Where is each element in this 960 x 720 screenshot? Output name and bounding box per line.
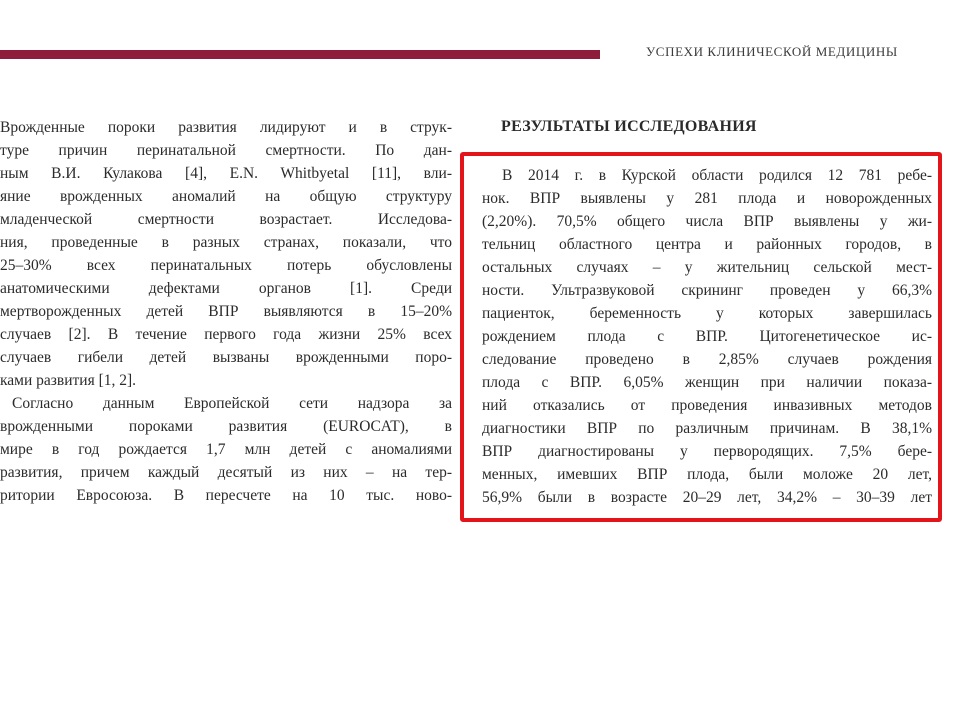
- results-line: (2,20%). 70,5% общего числа ВПР выявлены у жи-: [482, 213, 932, 230]
- paragraph-line: анатомическими дефектами органов [1]. Среди: [0, 280, 452, 297]
- paragraph-line: случаев [2]. В течение первого года жизни 25% всех: [0, 326, 452, 343]
- results-line: тельниц областного центра и районных городов, в: [482, 236, 932, 253]
- paragraph-line: ния, проведенные в разных странах, показали, что: [0, 234, 452, 251]
- results-line: остальных случаях – у жительниц сельской мест-: [482, 259, 932, 276]
- paragraph-line: Согласно данным Европейской сети надзора за: [12, 395, 452, 412]
- paragraph-line: ным В.И. Кулакова [4], E.N. Whitbyetal [11], вли-: [0, 165, 452, 182]
- results-line: менных, имевших ВПР плода, были моложе 20 лет,: [482, 466, 932, 483]
- paragraph-line: туре причин перинатальной смертности. По дан-: [0, 142, 452, 159]
- results-line: 56,9% были в возрасте 20–29 лет, 34,2% – 30–39 лет: [482, 489, 932, 506]
- paragraph-line: ками развития [1, 2].: [0, 372, 137, 389]
- paragraph-line: ритории Евросоюза. В пересчете на 10 тыс. ново-: [0, 487, 452, 504]
- header-accent-bar: [0, 50, 600, 59]
- results-line: плода с ВПР. 6,05% женщин при наличии показа-: [482, 374, 932, 391]
- highlighted-results-box: [460, 152, 942, 522]
- paragraph-line: врожденными пороками развития (EUROCAT), в: [0, 418, 452, 435]
- results-text: [482, 164, 932, 509]
- left-column-text: [0, 116, 452, 507]
- results-line: пациенток, беременность у которых завершилась: [482, 305, 932, 322]
- paragraph-line: яние врожденных аномалий на общую структуру: [0, 188, 452, 205]
- results-line: диагностики ВПР по различным причинам. В 38,1%: [482, 420, 932, 437]
- results-section-heading: РЕЗУЛЬТАТЫ ИССЛЕДОВАНИЯ: [501, 118, 757, 135]
- paragraph-line: случаев гибели детей вызваны врожденными поро-: [0, 349, 452, 366]
- results-line: В 2014 г. в Курской области родился 12 781 ребе-: [502, 167, 932, 184]
- results-line: следование проведено в 2,85% случаев рождения: [482, 351, 932, 368]
- results-line: ний отказались от проведения инвазивных методов: [482, 397, 932, 414]
- paragraph-line: Врожденные пороки развития лидируют и в струк-: [0, 119, 452, 136]
- results-line: рождением плода с ВПР. Цитогенетическое ис-: [482, 328, 932, 345]
- paragraph-line: 25–30% всех перинатальных потерь обусловлены: [0, 257, 452, 274]
- results-line: нок. ВПР выявлены у 281 плода и новорожденных: [482, 190, 932, 207]
- results-line: ности. Ультразвуковой скрининг проведен у 66,3%: [482, 282, 932, 299]
- journal-title: УСПЕХИ КЛИНИЧЕСКОЙ МЕДИЦИНЫ: [646, 44, 898, 59]
- paragraph-line: мертворожденных детей ВПР выявляются в 15–20%: [0, 303, 452, 320]
- paragraph-line: мире в год рождается 1,7 млн детей с аномалиями: [0, 441, 452, 458]
- paragraph-line: развития, причем каждый десятый из них – на тер-: [0, 464, 452, 481]
- results-line: ВПР диагностированы у первородящих. 7,5% бере-: [482, 443, 932, 460]
- paragraph-line: младенческой смертности возрастает. Исследова-: [0, 211, 452, 228]
